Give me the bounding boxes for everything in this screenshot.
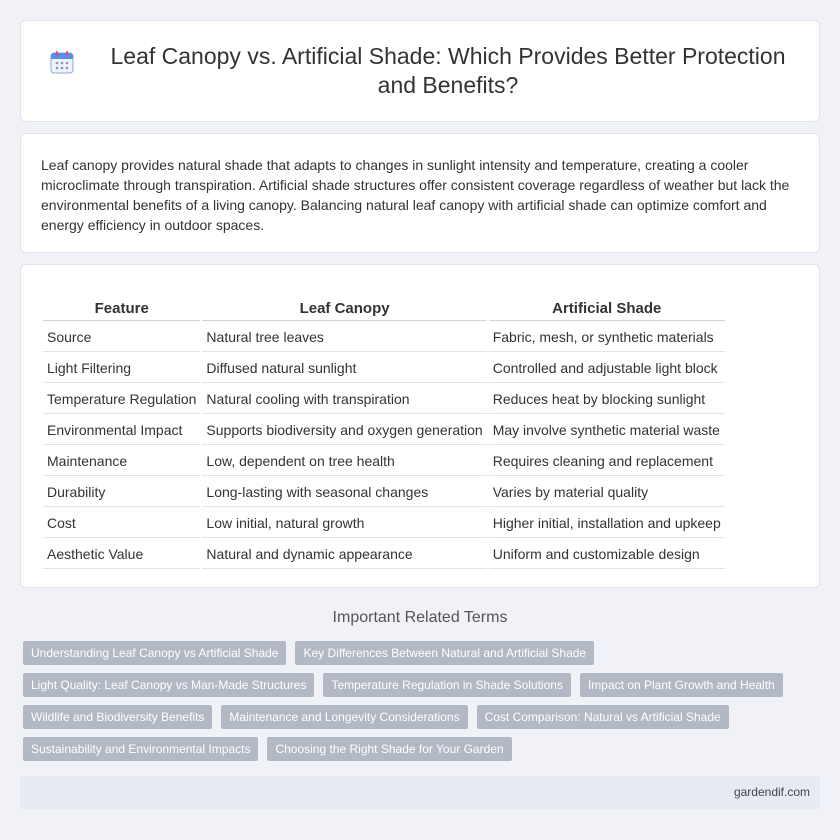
table-row bbox=[43, 509, 725, 538]
table-cell: Reduces heat by blocking sunlight bbox=[489, 385, 725, 414]
related-term-tag[interactable]: Cost Comparison: Natural vs Artificial Shade bbox=[477, 705, 729, 729]
table-row bbox=[43, 478, 725, 507]
table-cell: Aesthetic Value bbox=[43, 540, 200, 569]
table-row bbox=[43, 385, 725, 414]
table-cell: Long-lasting with seasonal changes bbox=[202, 478, 486, 507]
related-term-tag[interactable]: Choosing the Right Shade for Your Garden bbox=[267, 737, 511, 761]
table-cell: Higher initial, installation and upkeep bbox=[489, 509, 725, 538]
table-cell: Maintenance bbox=[43, 447, 200, 476]
table-cell: Controlled and adjustable light block bbox=[489, 354, 725, 383]
table-cell: Temperature Regulation bbox=[43, 385, 200, 414]
table-row bbox=[43, 540, 725, 569]
table-cell: Low initial, natural growth bbox=[202, 509, 486, 538]
related-term-tag[interactable]: Temperature Regulation in Shade Solutions bbox=[323, 673, 570, 697]
table-cell: Diffused natural sunlight bbox=[202, 354, 486, 383]
related-term-tag[interactable]: Understanding Leaf Canopy vs Artificial Shade bbox=[23, 641, 286, 665]
table-cell: Varies by material quality bbox=[489, 478, 725, 507]
table-cell: Supports biodiversity and oxygen generation bbox=[202, 416, 486, 445]
related-term-tag[interactable]: Maintenance and Longevity Considerations bbox=[221, 705, 467, 729]
column-header-leaf-canopy: Leaf Canopy bbox=[202, 299, 486, 321]
page-title: Leaf Canopy vs. Artificial Shade: Which Provides Better Protection and Benefits? bbox=[110, 43, 786, 98]
table-cell: Requires cleaning and replacement bbox=[489, 447, 725, 476]
related-terms-list bbox=[23, 641, 823, 769]
related-term-tag[interactable]: Impact on Plant Growth and Health bbox=[580, 673, 783, 697]
column-header-artificial-shade: Artificial Shade bbox=[489, 299, 725, 321]
related-term-tag[interactable]: Sustainability and Environmental Impacts bbox=[23, 737, 258, 761]
header-card bbox=[20, 20, 820, 122]
calendar-icon bbox=[49, 49, 75, 75]
table-header-row bbox=[43, 299, 725, 321]
table-row bbox=[43, 323, 725, 352]
table-cell: Light Filtering bbox=[43, 354, 200, 383]
table-cell: Low, dependent on tree health bbox=[202, 447, 486, 476]
comparison-table bbox=[41, 297, 727, 571]
related-term-tag[interactable]: Key Differences Between Natural and Artificial Shade bbox=[295, 641, 594, 665]
table-cell: Cost bbox=[43, 509, 200, 538]
related-term-tag[interactable]: Wildlife and Biodiversity Benefits bbox=[23, 705, 212, 729]
table-cell: Natural tree leaves bbox=[202, 323, 486, 352]
table-row bbox=[43, 354, 725, 383]
table-cell: May involve synthetic material waste bbox=[489, 416, 725, 445]
column-header-feature: Feature bbox=[43, 299, 200, 321]
table-cell: Source bbox=[43, 323, 200, 352]
table-row bbox=[43, 416, 725, 445]
table-cell: Uniform and customizable design bbox=[489, 540, 725, 569]
related-terms-title: Important Related Terms bbox=[332, 609, 508, 626]
intro-card bbox=[20, 133, 820, 253]
table-cell: Environmental Impact bbox=[43, 416, 200, 445]
table-cell: Durability bbox=[43, 478, 200, 507]
footer bbox=[20, 776, 820, 809]
table-cell: Fabric, mesh, or synthetic materials bbox=[489, 323, 725, 352]
table-cell: Natural cooling with transpiration bbox=[202, 385, 486, 414]
comparison-table-card bbox=[20, 264, 820, 588]
table-cell: Natural and dynamic appearance bbox=[202, 540, 486, 569]
footer-site-link[interactable]: gardendif.com bbox=[733, 785, 810, 799]
intro-paragraph: Leaf canopy provides natural shade that adapts to changes in sunlight intensity and temperature, creating a cooler microclimate through transpiration. Artificial shade structures offer consistent coverage regardless of weather but lack the environmental benefits of a living canopy. Balancing natural leaf canopy with artificial shade can optimize comfort and energy efficiency in outdoor spaces. bbox=[41, 157, 790, 233]
related-term-tag[interactable]: Light Quality: Leaf Canopy vs Man-Made Structures bbox=[23, 673, 314, 697]
table-row bbox=[43, 447, 725, 476]
